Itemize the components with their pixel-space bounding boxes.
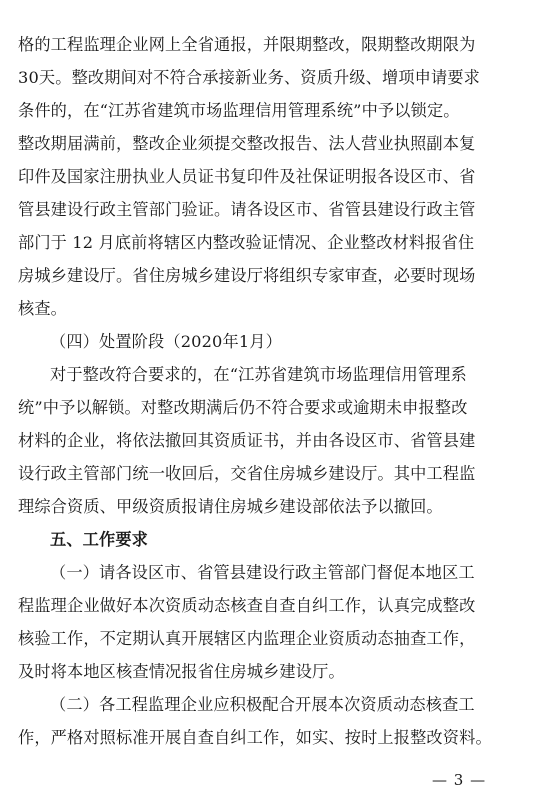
text-line: 理综合资质、甲级资质报请住房城乡建设部依法予以撤回。: [18, 497, 443, 516]
text-line: 整改期届满前，整改企业须提交整改报告、法人营业执照副本复: [18, 134, 476, 153]
text-line: 核查。: [18, 299, 68, 318]
text-line: 30天。整改期间对不符合承接新业务、资质升级、增项申请要求: [18, 68, 481, 87]
section-heading: 五、工作要求: [50, 530, 149, 549]
section-subheading: （四）处置阶段（2020年1月）: [50, 332, 282, 351]
text-line: 管县建设行政主管部门验证。请各设区市、省管县建设行政主管: [18, 200, 476, 219]
text-line: 部门于 12 月底前将辖区内整改验证情况、企业整改材料报省住: [18, 233, 475, 252]
text-line: 条件的，在“江苏省建筑市场监理信用管理系统”中予以锁定。: [18, 101, 460, 120]
text-line: 作，严格对照标准开展自查自纠工作，如实、按时上报整改资料。: [18, 728, 492, 747]
text-line: 材料的企业，将依法撤回其资质证书，并由各设区市、省管县建: [18, 431, 476, 450]
text-line: 核验工作，不定期认真开展辖区内监理企业资质动态抽查工作，: [18, 629, 476, 648]
text-line: 房城乡建设厅。省住房城乡建设厅将组织专家审查，必要时现场: [18, 266, 476, 285]
text-line: 格的工程监理企业网上全省通报，并限期整改，限期整改期限为: [18, 35, 476, 54]
text-line: （一）请各设区市、省管县建设行政主管部门督促本地区工: [50, 563, 475, 582]
text-line: 对于整改符合要求的，在“江苏省建筑市场监理信用管理系: [50, 365, 467, 384]
text-line: 印件及国家注册执业人员证书复印件及社保证明报各设区市、省: [18, 167, 476, 186]
text-line: （二）各工程监理企业应积极配合开展本次资质动态核查工: [50, 695, 475, 714]
text-line: 及时将本地区核查情况报省住房城乡建设厅。: [18, 662, 345, 681]
text-line: 程监理企业做好本次资质动态核查自查自纠工作，认真完成整改: [18, 596, 476, 615]
page-number: — 3 —: [432, 771, 487, 789]
text-line: 统”中予以解锁。对整改期满后仍不符合要求或逾期未申报整改: [18, 398, 468, 417]
text-line: 设行政主管部门统一收回后，交省住房城乡建设厅。其中工程监: [18, 464, 476, 483]
